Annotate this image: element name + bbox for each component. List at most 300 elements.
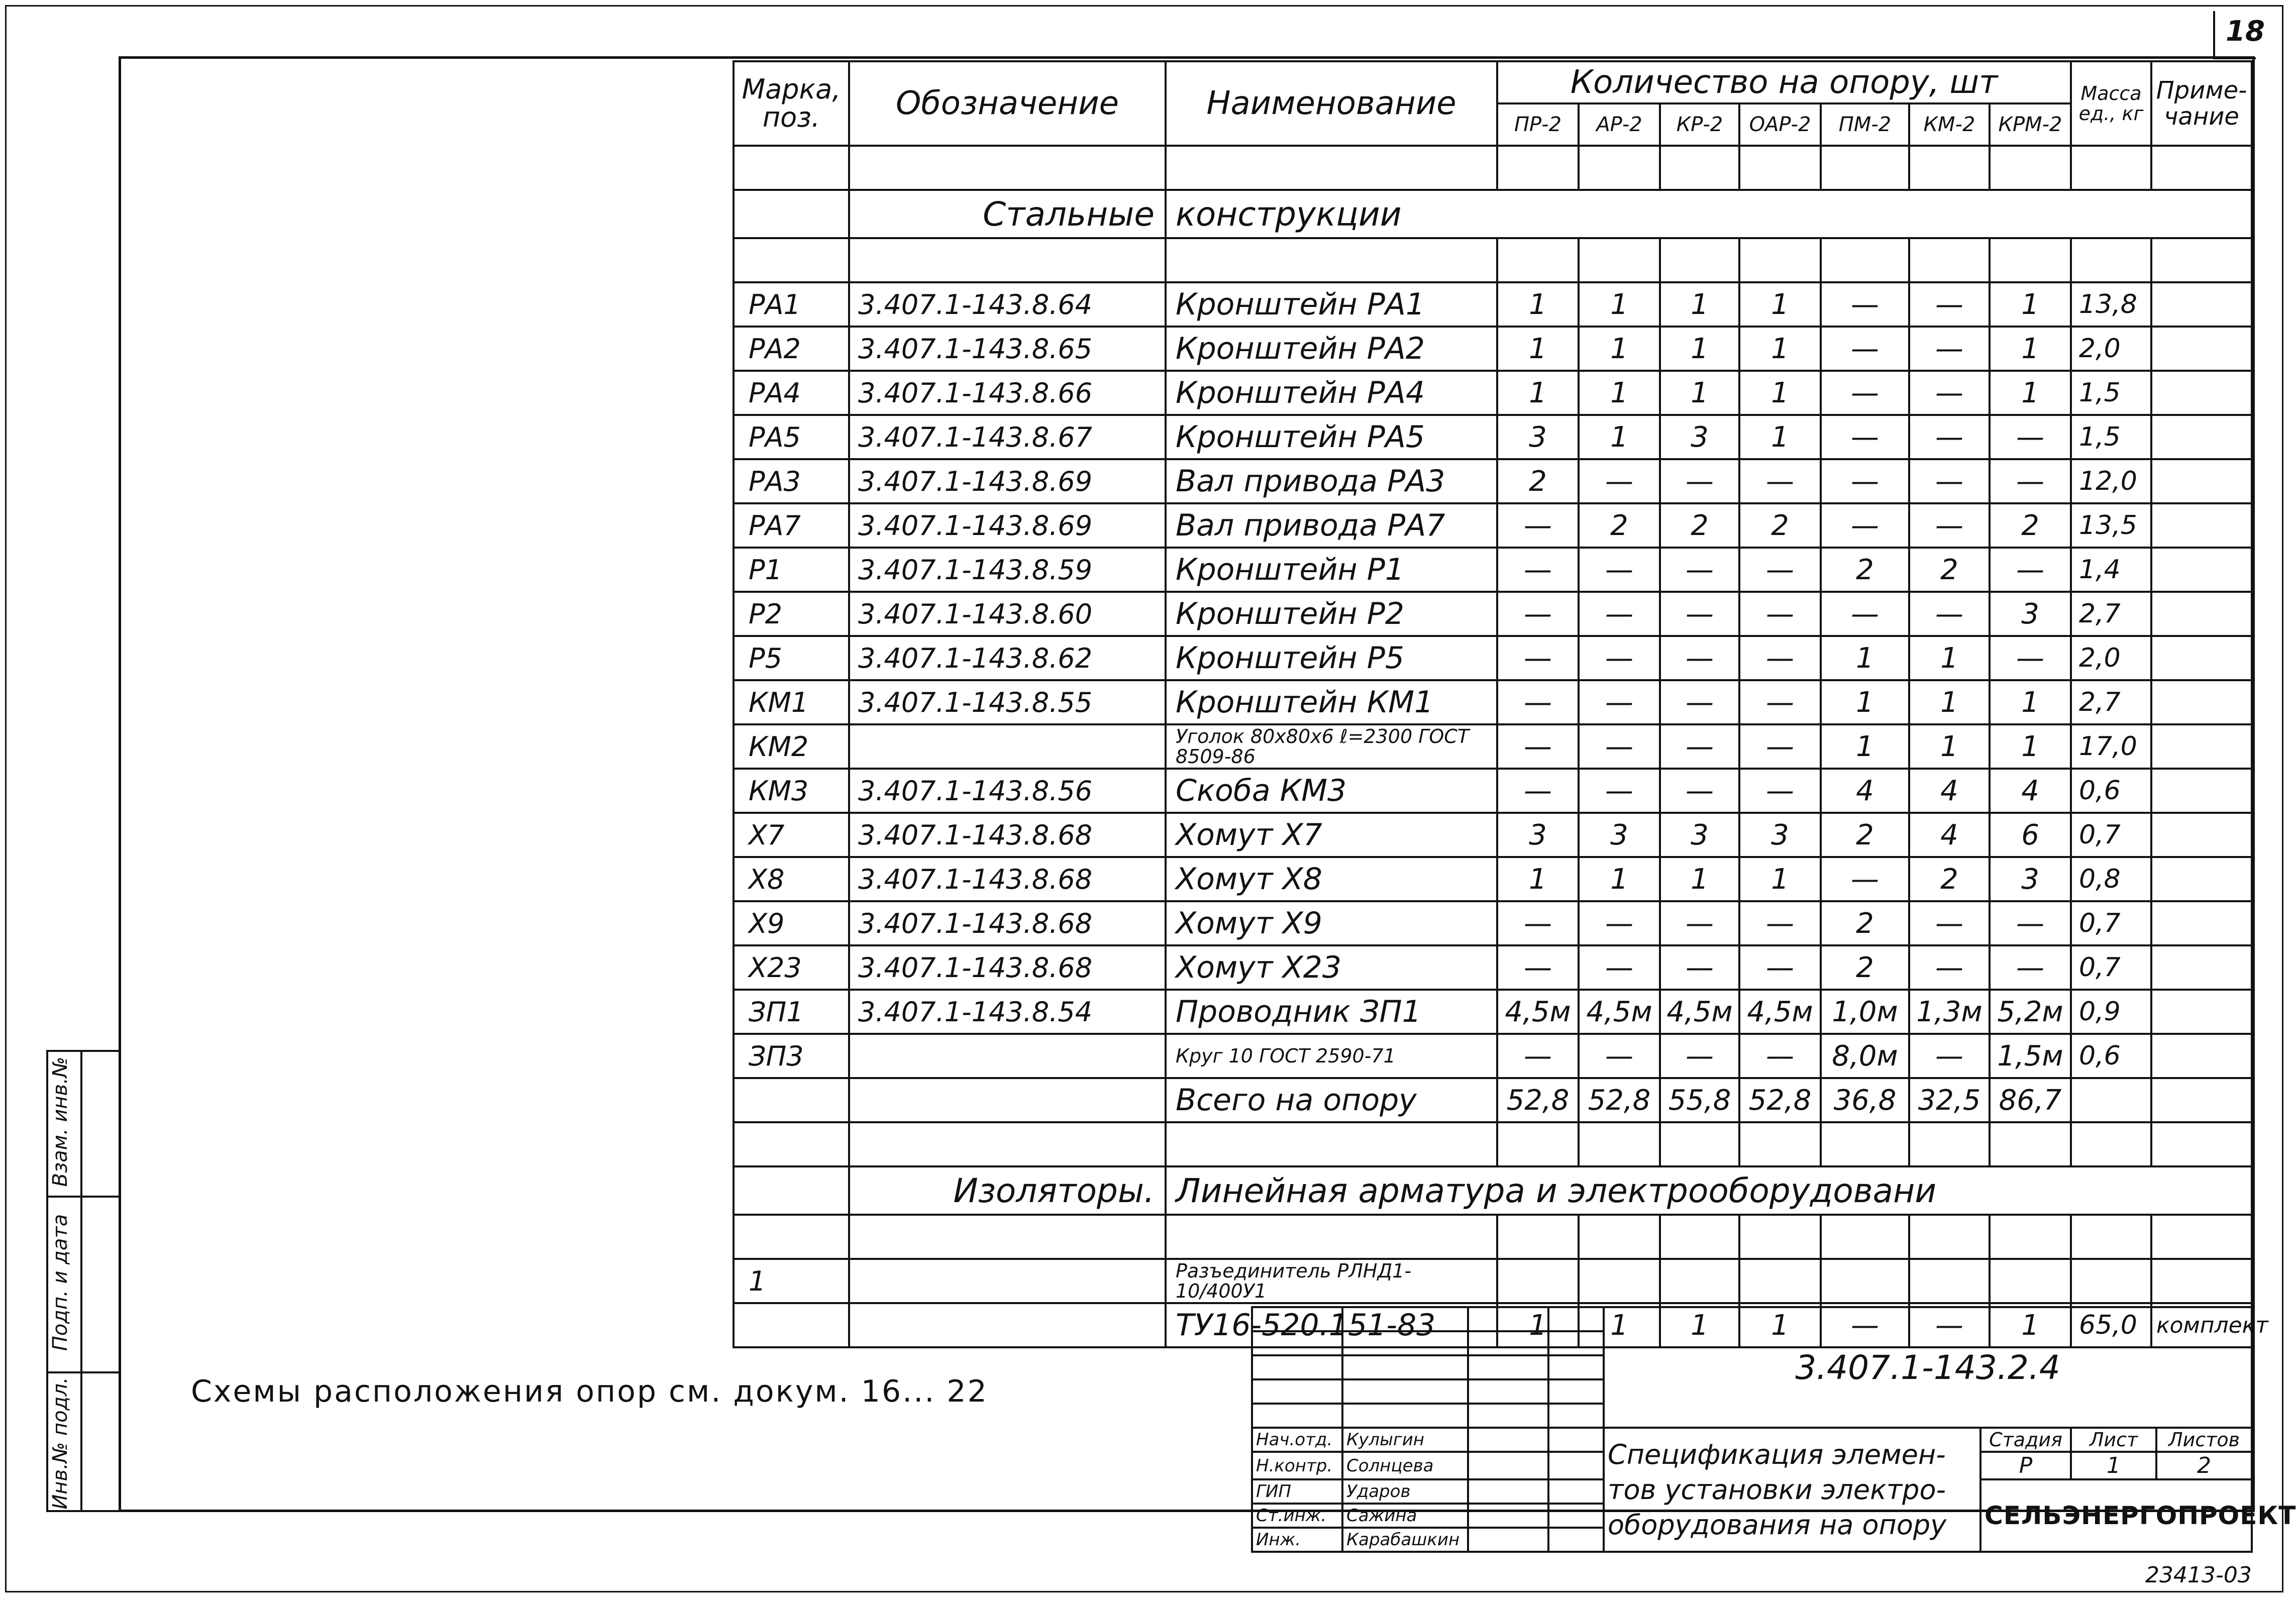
row-quantity: 2 [1909,857,1990,901]
row-quantity: 3 [1739,813,1821,857]
row-quantity: — [1579,680,1660,724]
row-designation: 3.407.1-143.8.62 [849,636,1166,680]
empty-cell [734,1122,849,1166]
empty-cell [849,146,1166,190]
row-name: Круг 10 ГОСТ 2590-71 [1166,1034,1497,1078]
spec-row [734,901,2252,945]
row-quantity: — [1821,592,1909,636]
row-mark: Х8 [734,857,849,901]
role-cell: Н.контр. [1252,1452,1342,1479]
row-note [2151,282,2252,327]
page-number: 18 [2226,15,2265,48]
row-quantity [1497,1259,1579,1303]
row-mass: 17,0 [2071,724,2151,769]
row-designation: 3.407.1-143.8.69 [849,503,1166,548]
spacer-row [734,238,2252,282]
role-cell: ГИП [1252,1479,1342,1504]
row-quantity: — [1579,1034,1660,1078]
row-quantity: — [1909,901,1990,945]
row-quantity: 55,8 [1660,1078,1739,1122]
row-quantity: 1,5м [1990,1034,2071,1078]
row-mass: 12,0 [2071,459,2151,503]
row-name: Всего на опору [1166,1078,1497,1122]
row-quantity [1821,1259,1909,1303]
empty-cell [2151,1215,2252,1259]
organization: СЕЛЬЭНЕРГОПРОЕКТ [1980,1479,2252,1552]
row-quantity: 36,8 [1821,1078,1909,1122]
row-designation: 3.407.1-143.8.65 [849,327,1166,371]
spec-row [734,415,2252,459]
row-quantity: 2 [1990,503,2071,548]
row-quantity: — [1660,724,1739,769]
row-name: Кронштейн РА1 [1166,282,1497,327]
empty-cell [1909,238,1990,282]
header-quantity: Количество на опору, шт [1497,61,2071,103]
empty-cell [1739,238,1821,282]
row-quantity: — [1909,945,1990,990]
row-quantity: — [1739,459,1821,503]
row-note [2151,327,2252,371]
row-quantity: — [1990,945,2071,990]
header-note: Приме- чание [2151,61,2252,146]
row-quantity: — [1909,371,1990,415]
row-quantity: 1 [1990,680,2071,724]
row-quantity: 52,8 [1579,1078,1660,1122]
row-mass: 0,9 [2071,990,2151,1034]
row-quantity: — [1739,636,1821,680]
empty-cell [2071,146,2151,190]
row-quantity: 1 [1909,636,1990,680]
row-designation: 3.407.1-143.8.59 [849,548,1166,592]
row-note [2151,636,2252,680]
row-quantity: 52,8 [1497,1078,1579,1122]
row-mass: 0,6 [2071,769,2151,813]
row-quantity: 4 [1821,769,1909,813]
doc-title-line: Спецификация элемен- [1608,1438,1946,1470]
side-stamp-label-replace: Взам. инв.№ [49,1056,72,1187]
row-quantity [1739,1259,1821,1303]
empty-cell [1909,146,1990,190]
row-quantity: — [1579,724,1660,769]
row-quantity: 1 [1739,327,1821,371]
signature-cell [1468,1479,1548,1504]
row-quantity: 2 [1821,945,1909,990]
row-quantity: — [1579,769,1660,813]
row-mark: РА5 [734,415,849,459]
row-mark: Р2 [734,592,849,636]
row-quantity: — [1660,901,1739,945]
empty-cell [2071,1215,2151,1259]
row-quantity: 1 [1497,1303,1579,1347]
sheet-value: 1 [2071,1452,2156,1479]
side-stamp-label-sign: Подп. и дата [49,1214,72,1351]
header-row-1 [734,61,2252,103]
row-quantity: 1,0м [1821,990,1909,1034]
signature-cell [1468,1528,1548,1552]
row-mass: 13,5 [2071,503,2151,548]
spec-row [734,548,2252,592]
spec-row [734,1259,2252,1303]
row-quantity [1909,1259,1990,1303]
empty-cell [1660,146,1739,190]
row-mark: Р5 [734,636,849,680]
spec-row [734,857,2252,901]
row-name: Хомут Х9 [1166,901,1497,945]
row-note [2151,459,2252,503]
empty-cell [734,1166,849,1215]
row-name: Уголок 80х80х6 ℓ=2300 ГОСТ 8509-86 [1166,724,1497,769]
row-quantity: — [1909,415,1990,459]
row-quantity: — [1739,680,1821,724]
row-designation [849,724,1166,769]
empty-cell [1660,1122,1739,1166]
empty-cell [1166,146,1497,190]
empty-cell [1990,146,2071,190]
row-quantity: 1 [1579,857,1660,901]
row-quantity: 3 [1990,857,2071,901]
row-quantity: — [1739,548,1821,592]
header-qty-col: ПР-2 [1497,103,1579,146]
header-qty-col: ОАР-2 [1739,103,1821,146]
header-designation: Обозначение [849,61,1166,146]
person-cell: Кулыгин [1342,1428,1468,1452]
row-quantity: — [1660,592,1739,636]
spec-row [734,636,2252,680]
row-quantity: 1 [1990,724,2071,769]
row-quantity: 1 [1909,724,1990,769]
empty-cell [1497,1122,1579,1166]
row-mark: РА7 [734,503,849,548]
row-quantity: — [1909,282,1990,327]
row-quantity: 1 [1909,680,1990,724]
row-designation: 3.407.1-143.8.67 [849,415,1166,459]
header-name: Наименование [1166,61,1497,146]
empty-cell [734,190,849,238]
spec-row [734,503,2252,548]
row-mass: 1,4 [2071,548,2151,592]
specification-body [734,146,2268,1347]
row-mark: РА3 [734,459,849,503]
row-note: комплект [2151,1303,2252,1347]
row-quantity: 1 [1497,371,1579,415]
row-quantity: — [1821,857,1909,901]
row-quantity: — [1739,769,1821,813]
row-name: Разъединитель РЛНД1-10/400У1 [1166,1259,1497,1303]
row-quantity [1579,1259,1660,1303]
row-quantity: 1 [1579,371,1660,415]
row-quantity: 3 [1579,813,1660,857]
row-quantity: 1 [1579,415,1660,459]
row-quantity: 1 [1579,1303,1660,1347]
row-quantity: 1 [1660,327,1739,371]
row-mass: 1,5 [2071,371,2151,415]
row-mass: 0,7 [2071,813,2151,857]
row-mass: 2,7 [2071,592,2151,636]
row-quantity: 1 [1990,282,2071,327]
row-quantity: — [1660,945,1739,990]
spacer-row [734,1122,2252,1166]
spec-row [734,990,2252,1034]
row-quantity: — [1497,636,1579,680]
row-note [2151,1259,2252,1303]
layout-note: Схемы расположения опор см. докум. 16... 22 [191,1374,988,1409]
row-quantity: 1 [1739,1303,1821,1347]
row-note [2151,857,2252,901]
row-quantity: 1 [1990,1303,2071,1347]
spec-row [734,327,2252,371]
empty-cell [1909,1122,1990,1166]
row-mark: 1 [734,1259,849,1303]
empty-cell [1166,1122,1497,1166]
row-mark: Х23 [734,945,849,990]
row-quantity: — [1909,459,1990,503]
row-quantity: — [1497,592,1579,636]
row-designation [849,1259,1166,1303]
empty-cell [1739,146,1821,190]
row-quantity: 1 [1821,680,1909,724]
stage-value: Р [1980,1452,2071,1479]
spec-row [734,282,2252,327]
row-quantity: — [1909,1034,1990,1078]
row-mass: 0,8 [2071,857,2151,901]
row-quantity: — [1660,1034,1739,1078]
row-designation: 3.407.1-143.8.68 [849,901,1166,945]
row-quantity: — [1739,592,1821,636]
row-quantity: 4,5м [1579,990,1660,1034]
row-quantity [1660,1259,1739,1303]
sheets-label: Листов [2156,1428,2252,1452]
row-quantity: — [1990,415,2071,459]
row-mark: РА4 [734,371,849,415]
section-title-right: конструкции [1166,190,2252,238]
row-designation: 3.407.1-143.8.68 [849,857,1166,901]
row-designation: 3.407.1-143.8.66 [849,371,1166,415]
empty-cell [1990,1122,2071,1166]
person-cell: Сажина [1342,1504,1468,1528]
signature-cell [1468,1504,1548,1528]
sheets-value: 2 [2156,1452,2252,1479]
row-quantity: 1 [1579,327,1660,371]
row-note [2151,371,2252,415]
spec-row [734,813,2252,857]
empty-cell [2071,238,2151,282]
row-name: Вал привода РА3 [1166,459,1497,503]
role-cell: Ст.инж. [1252,1504,1342,1528]
row-quantity: — [1660,680,1739,724]
row-mass: 2,7 [2071,680,2151,724]
row-note [2151,901,2252,945]
row-quantity: — [1497,503,1579,548]
row-quantity: — [1660,459,1739,503]
empty-cell [849,238,1166,282]
row-note [2151,813,2252,857]
row-quantity: — [1739,945,1821,990]
row-quantity: — [1821,1303,1909,1347]
row-quantity: 1 [1579,282,1660,327]
row-quantity: 4,5м [1739,990,1821,1034]
row-quantity: — [1660,636,1739,680]
spec-row [734,724,2252,769]
row-quantity: 4,5м [1660,990,1739,1034]
row-mass: 0,6 [2071,1034,2151,1078]
row-designation: 3.407.1-143.8.69 [849,459,1166,503]
row-note [2151,503,2252,548]
row-quantity: 5,2м [1990,990,2071,1034]
row-name: Кронштейн Р1 [1166,548,1497,592]
row-quantity: 2 [1579,503,1660,548]
row-designation [849,1303,1166,1347]
row-name: Кронштейн Р5 [1166,636,1497,680]
row-quantity: — [1660,548,1739,592]
spec-row [734,592,2252,636]
empty-cell [1497,146,1579,190]
spec-row [734,945,2252,990]
empty-cell [734,146,849,190]
row-quantity: 32,5 [1909,1078,1990,1122]
signature-cell [1468,1428,1548,1452]
row-quantity: 1 [1660,857,1739,901]
row-quantity: 8,0м [1821,1034,1909,1078]
header-mark: Марка, поз. [734,61,849,146]
spec-row [734,371,2252,415]
empty-cell [1821,146,1909,190]
row-quantity: — [1497,680,1579,724]
row-quantity: — [1497,769,1579,813]
row-quantity: 1 [1660,371,1739,415]
row-quantity: 1 [1739,282,1821,327]
row-name: Кронштейн РА4 [1166,371,1497,415]
spec-row [734,769,2252,813]
row-mark: КМ2 [734,724,849,769]
header-qty-col: ПМ-2 [1821,103,1909,146]
row-quantity: — [1579,592,1660,636]
row-quantity: 1 [1739,857,1821,901]
row-quantity: — [1821,371,1909,415]
row-mass: 2,0 [2071,636,2151,680]
row-mark: ЗП3 [734,1034,849,1078]
doc-code: 3.407.1-143.2.4 [1604,1307,2252,1428]
row-designation: 3.407.1-143.8.55 [849,680,1166,724]
empty-cell [1497,1215,1579,1259]
row-name: Хомут Х8 [1166,857,1497,901]
row-quantity: 1 [1497,857,1579,901]
row-mark: ЗП1 [734,990,849,1034]
row-quantity: — [1909,503,1990,548]
row-quantity: — [1909,327,1990,371]
title-block [1251,1306,2296,1553]
header-qty-col: АР-2 [1579,103,1660,146]
row-designation [849,1078,1166,1122]
row-quantity: 1,3м [1909,990,1990,1034]
row-designation: 3.407.1-143.8.56 [849,769,1166,813]
row-name: Кронштейн РА5 [1166,415,1497,459]
signature-cell [1468,1452,1548,1479]
row-quantity: — [1579,901,1660,945]
spec-row [734,1078,2252,1122]
row-note [2151,415,2252,459]
row-quantity: — [1497,724,1579,769]
row-quantity: 1 [1821,724,1909,769]
empty-cell [849,1215,1166,1259]
row-mass: 0,7 [2071,945,2151,990]
row-quantity: — [1739,724,1821,769]
row-quantity: — [1497,548,1579,592]
row-mass: 0,7 [2071,901,2151,945]
row-quantity: — [1909,592,1990,636]
empty-cell [1821,1215,1909,1259]
row-mark: Х9 [734,901,849,945]
row-quantity: — [1497,945,1579,990]
row-quantity: 2 [1909,548,1990,592]
empty-cell [1579,1215,1660,1259]
row-quantity: 3 [1660,415,1739,459]
empty-cell [2151,1122,2252,1166]
empty-cell [2151,146,2252,190]
row-name: Кронштейн Р2 [1166,592,1497,636]
empty-cell [1579,238,1660,282]
row-quantity: — [1990,459,2071,503]
row-quantity: — [1990,548,2071,592]
row-quantity: 3 [1497,415,1579,459]
row-note [2151,990,2252,1034]
section-row-steel [734,190,2252,238]
side-stamp-divider [80,1050,82,1512]
row-designation: 3.407.1-143.8.54 [849,990,1166,1034]
row-quantity: 1 [1739,371,1821,415]
row-quantity: — [1821,327,1909,371]
row-note [2151,680,2252,724]
row-quantity: 2 [1497,459,1579,503]
empty-cell [1660,1215,1739,1259]
row-quantity: 1 [1497,282,1579,327]
sheet-label: Лист [2071,1428,2156,1452]
row-quantity: 1 [1821,636,1909,680]
row-mass: 65,0 [2071,1303,2151,1347]
person-cell: Солнцева [1342,1452,1468,1479]
row-name: Проводник ЗП1 [1166,990,1497,1034]
row-quantity: 2 [1821,901,1909,945]
empty-cell [1990,1215,2071,1259]
row-quantity: 3 [1990,592,2071,636]
row-quantity: — [1990,636,2071,680]
person-cell: Карабашкин [1342,1528,1468,1552]
row-quantity: — [1909,1303,1990,1347]
row-quantity: — [1821,459,1909,503]
empty-cell [1909,1215,1990,1259]
row-quantity: — [1579,459,1660,503]
row-note [2151,1034,2252,1078]
row-designation: 3.407.1-143.8.68 [849,813,1166,857]
row-designation: 3.407.1-143.8.68 [849,945,1166,990]
row-quantity: 4,5м [1497,990,1579,1034]
row-name: Кронштейн КМ1 [1166,680,1497,724]
row-note [2151,1078,2252,1122]
doc-title-line: оборудования на опору [1608,1509,1947,1541]
empty-cell [1579,146,1660,190]
empty-cell [1166,238,1497,282]
row-name: Хомут Х7 [1166,813,1497,857]
row-quantity: 3 [1497,813,1579,857]
row-quantity: 1 [1660,1303,1739,1347]
empty-cell [1739,1215,1821,1259]
empty-cell [1579,1122,1660,1166]
header-qty-col: КРМ-2 [1990,103,2071,146]
empty-cell [1660,238,1739,282]
row-mark: РА1 [734,282,849,327]
empty-cell [2151,238,2252,282]
section-title-left: Стальные [849,190,1166,238]
empty-cell [734,1215,849,1259]
